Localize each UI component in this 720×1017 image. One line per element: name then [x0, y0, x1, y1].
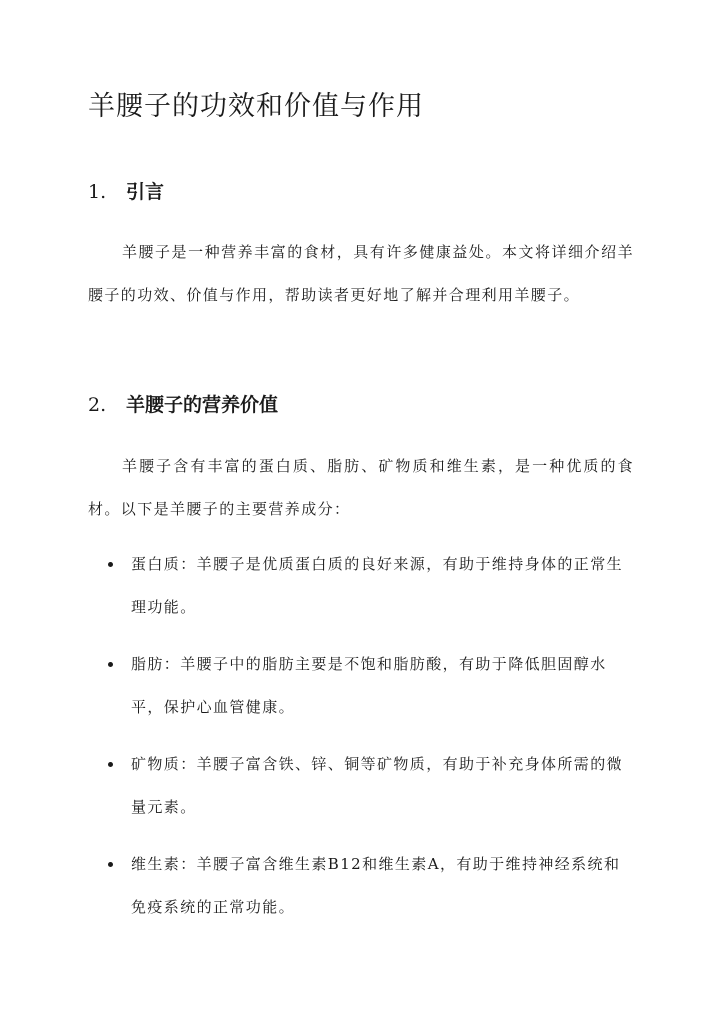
- list-item-text: 矿物质：羊腰子富含铁、锌、铜等矿物质，有助于补充身体所需的微量元素。: [131, 755, 624, 816]
- intro-paragraph: 羊腰子是一种营养丰富的食材，具有许多健康益处。本文将详细介绍羊腰子的功效、价值与作用，帮助读者更好地了解并合理利用羊腰子。: [88, 243, 634, 304]
- list-item: [88, 743, 634, 829]
- document-title: 羊腰子的功效和价值与作用: [88, 91, 424, 122]
- bullet-icon: [108, 662, 113, 667]
- section-heading-nutrition: [88, 390, 278, 417]
- section-title: 羊腰子的营养价值: [126, 394, 279, 416]
- section-number: 1.: [88, 181, 107, 203]
- list-item: [88, 543, 634, 629]
- section-title: 引言: [126, 181, 165, 203]
- section-number: 2.: [88, 394, 107, 416]
- section-heading-intro: [88, 177, 164, 204]
- list-item-text: 脂肪：羊腰子中的脂肪主要是不饱和脂肪酸，有助于降低胆固醇水平，保护心血管健康。: [131, 655, 607, 716]
- bullet-icon: [108, 762, 113, 767]
- bullet-icon: [108, 862, 113, 867]
- nutrition-paragraph: 羊腰子含有丰富的蛋白质、脂肪、矿物质和维生素，是一种优质的食材。以下是羊腰子的主要营养成分：: [88, 457, 634, 518]
- nutrient-list: [88, 543, 634, 943]
- list-item: [88, 643, 634, 729]
- list-item-text: 维生素：羊腰子富含维生素B12和维生素A，有助于维持神经系统和免疫系统的正常功能。: [131, 855, 621, 916]
- bullet-icon: [108, 562, 113, 567]
- list-item-text: 蛋白质：羊腰子是优质蛋白质的良好来源，有助于维持身体的正常生理功能。: [131, 555, 624, 616]
- list-item: [88, 843, 634, 929]
